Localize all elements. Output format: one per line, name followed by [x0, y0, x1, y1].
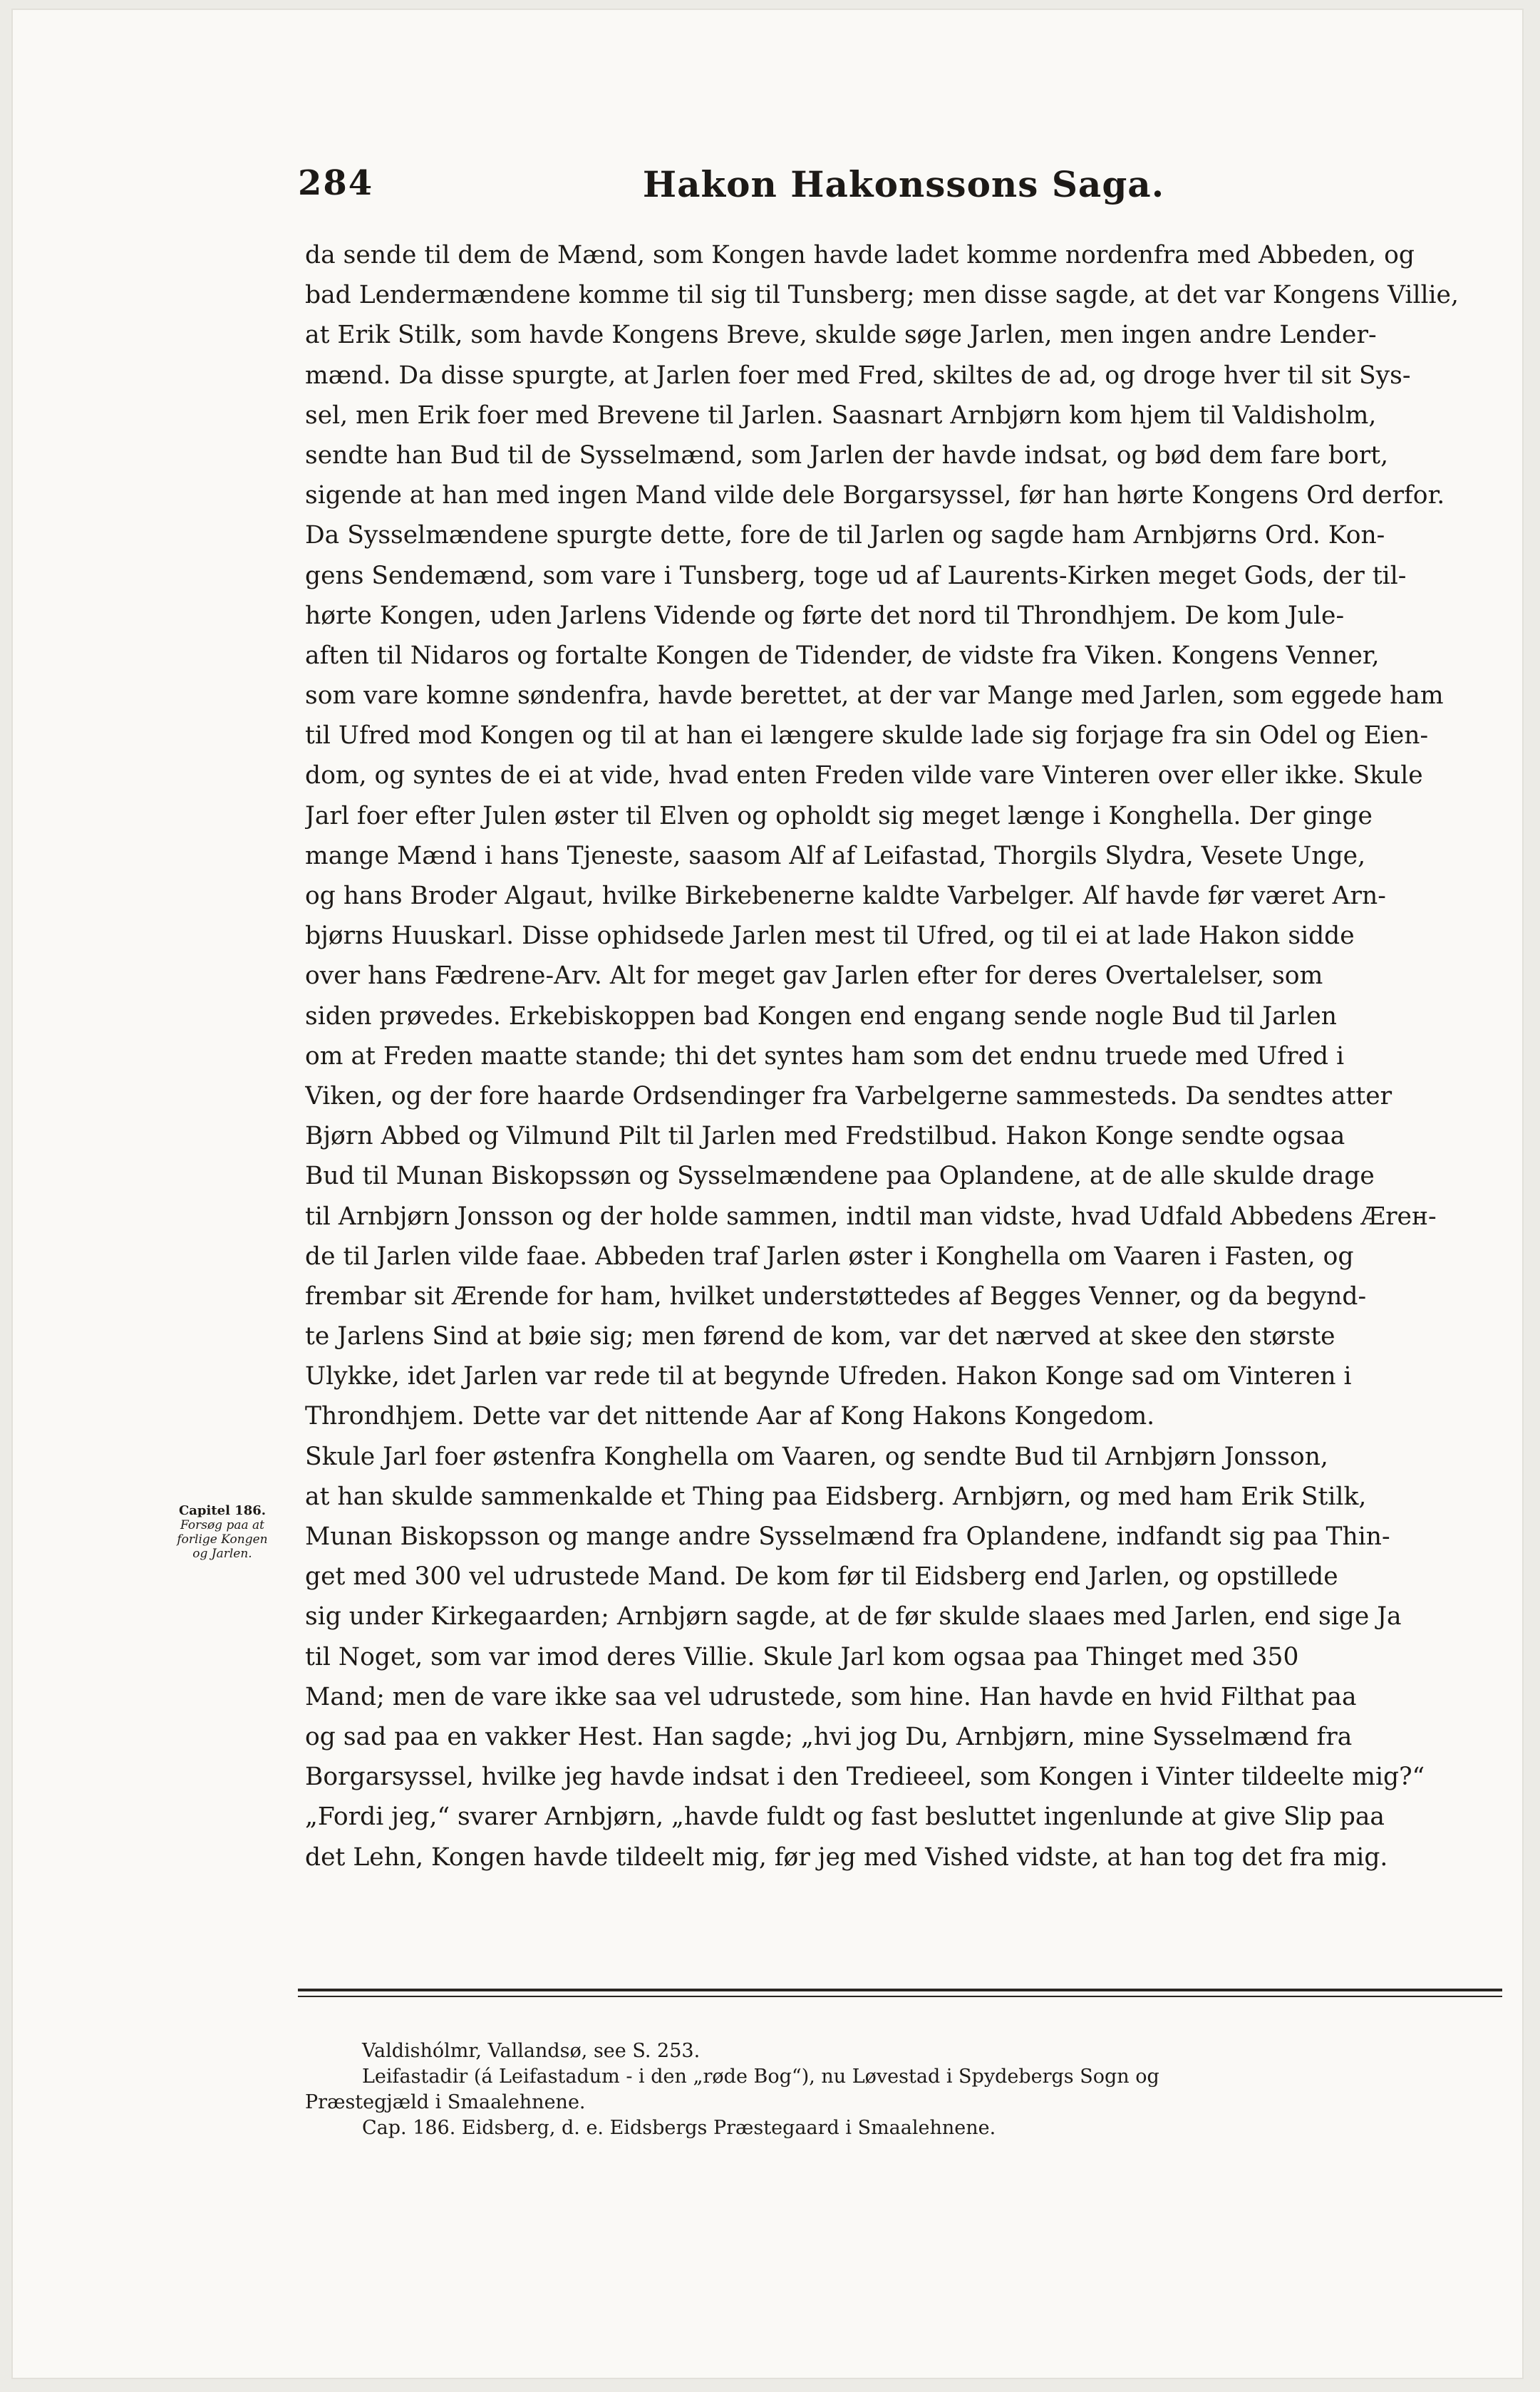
margin-note-line: Forsøg paa at [180, 1518, 264, 1532]
text-line: Bjørn Abbed og Vilmund Pilt til Jarlen med Fredstilbud. Hakon Konge sendte ogsaa [305, 1122, 1345, 1151]
footnote: Valdishólmr, Vallandsø, see S. 253. [362, 2040, 701, 2062]
text-line: som vare komne søndenfra, havde berettet, at der var Mange med Jarlen, som eggede ham [305, 681, 1444, 711]
text-line: og hans Broder Algaut, hvilke Birkebenerne kaldte Varbelger. Alf havde før været Arn- [305, 882, 1386, 910]
footnote: Cap. 186. Eidsberg, d. e. Eidsbergs Præstegaard i Smaalehnene. [362, 2117, 996, 2139]
text-line: da sende til dem de Mænd, som Kongen havde ladet komme nordenfra med Abbeden, og [305, 241, 1415, 269]
text-line: til Arnbjørn Jonsson og der holde sammen, indtil man vidste, hvad Udfald Abbedens Ærен- [305, 1202, 1437, 1231]
text-line: gens Sendemænd, som vare i Tunsberg, toge ud af Laurents-Kirken meget Gods, der til- [305, 561, 1407, 590]
text-line: de til Jarlen vilde faae. Abbeden traf Jarlen øster i Konghella om Vaaren i Fasten, og [305, 1242, 1354, 1271]
text-line: bad Lendermændene komme til sig til Tunsberg; men disse sagde, at det var Kongens Villie, [305, 281, 1459, 310]
footnote-divider [298, 1996, 1502, 1997]
text-line: sig under Kirkegaarden; Arnbjørn sagde, at de før skulde slaaes med Jarlen, end sige Ja [305, 1602, 1402, 1631]
text-line: sendte han Bud til de Sysselmænd, som Jarlen der havde indsat, og bød dem fare bort, [305, 440, 1389, 470]
book-page [13, 10, 1522, 2378]
footnotes [305, 2038, 1502, 2141]
text-line: om at Freden maatte stande; thi det syntes ham som det endnu truede med Ufred i [305, 1041, 1345, 1071]
text-line: aften til Nidaros og fortalte Kongen de Tidender, de vidste fra Viken. Kongens Venner, [305, 641, 1380, 670]
text-line: Viken, og der fore haarde Ordsendinger fra Varbelgerne sammesteds. Da sendtes atter [305, 1081, 1392, 1110]
text-line: Throndhjem. Dette var det nittende Aar af Kong Hakons Kongedom. [305, 1402, 1155, 1431]
text-line: og sad paa en vakker Hest. Han sagde; „hvi jog Du, Arnbjørn, mine Sysselmænd fra [305, 1722, 1353, 1751]
margin-note [144, 1504, 301, 1561]
text-line: at Erik Stilk, som havde Kongens Breve, skulde søge Jarlen, men ingen andre Lender- [305, 321, 1377, 350]
text-line: Da Sysselmændene spurgte dette, fore de til Jarlen og sagde ham Arnbjørns Ord. Kon- [305, 521, 1385, 550]
text-line: bjørns Huuskarl. Disse ophidsede Jarlen mest til Ufred, og til ei at lade Hakon sidde [305, 922, 1355, 951]
text-line: „Fordi jeg,“ svarer Arnbjørn, „havde fuldt og fast besluttet ingenlunde at give Slip paa [305, 1803, 1385, 1832]
text-line: Skule Jarl foer østenfra Konghella om Vaaren, og sendte Bud til Arnbjørn Jonsson, [305, 1442, 1328, 1471]
text-line: frembar sit Ærende for ham, hvilket understøttedes af Begges Venner, og da begynd- [305, 1282, 1367, 1311]
text-line: Mand; men de vare ikke saa vel udrustede, som hine. Han havde en hvid Filthat paa [305, 1682, 1357, 1711]
page-number: 284 [298, 163, 374, 203]
text-line: hørte Kongen, uden Jarlens Vidende og førte det nord til Throndhjem. De kom Jule- [305, 601, 1345, 630]
text-line: sel, men Erik foer med Brevene til Jarlen. Saasnart Arnbjørn kom hjem til Valdisholm, [305, 401, 1377, 430]
text-line: det Lehn, Kongen havde tildeelt mig, før jeg med Vished vidste, at han tog det fra mig. [305, 1842, 1388, 1872]
footnote-continuation: Præstegjæld i Smaalehnene. [305, 2091, 586, 2113]
text-line: Jarl foer efter Julen øster til Elven og opholdt sig meget længe i Konghella. Der ginge [305, 801, 1373, 830]
margin-note-line: forlige Kongen [177, 1532, 268, 1547]
text-line: mange Mænd i hans Tjeneste, saasom Alf af Leifastad, Thorgils Slydra, Vesete Unge, [305, 841, 1366, 870]
margin-note-chapter: Capitel 186. [178, 1503, 267, 1518]
main-text [305, 235, 1502, 1877]
text-line: til Noget, som var imod deres Villie. Skule Jarl kom ogsaa paa Thinget med 350 [305, 1642, 1299, 1671]
footnote: Leifastadir (á Leifastadum - i den „røde Bog“), nu Løvestad i Spydebergs Sogn og [362, 2066, 1159, 2088]
text-line: over hans Fædrene-Arv. Alt for meget gav Jarlen efter for deres Overtalelser, som [305, 962, 1323, 991]
text-line: siden prøvedes. Erkebiskoppen bad Kongen end engang sende nogle Bud til Jarlen [305, 1001, 1337, 1031]
text-line: dom, og syntes de ei at vide, hvad enten Freden vilde vare Vinteren over eller ikke. Skule [305, 761, 1423, 790]
text-line: Bud til Munan Biskopssøn og Sysselmændene paa Oplandene, at de alle skulde drage [305, 1162, 1375, 1191]
running-title: Hakon Hakonssons Saga. [642, 163, 1165, 205]
text-line: Munan Biskopsson og mange andre Sysselmænd fra Oplandene, indfandt sig paa Thin- [305, 1522, 1390, 1551]
text-line: sigende at han med ingen Mand vilde dele Borgarsyssel, før han hørte Kongens Ord derfor. [305, 481, 1445, 510]
text-line: Borgarsyssel, hvilke jeg havde indsat i den Tredieeel, som Kongen i Vinter tildeelte mig?“ [305, 1763, 1425, 1792]
text-line: mænd. Da disse spurgte, at Jarlen foer med Fred, skiltes de ad, og droge hver til sit Sys- [305, 361, 1411, 390]
text-line: Ulykke, idet Jarlen var rede til at begynde Ufreden. Hakon Konge sad om Vinteren i [305, 1362, 1352, 1391]
text-line: get med 300 vel udrustede Mand. De kom før til Eidsberg end Jarlen, og opstillede [305, 1562, 1338, 1592]
page-header [298, 163, 1509, 213]
text-line: til Ufred mod Kongen og til at han ei længere skulde lade sig forjage fra sin Odel og Eien- [305, 721, 1429, 751]
text-line: at han skulde sammenkalde et Thing paa Eidsberg. Arnbjørn, og med ham Erik Stilk, [305, 1482, 1367, 1511]
margin-note-line: og Jarlen. [192, 1547, 252, 1561]
footnote-divider [298, 1989, 1502, 1991]
text-line: te Jarlens Sind at bøie sig; men førend de kom, var det nærved at skee den største [305, 1322, 1335, 1351]
